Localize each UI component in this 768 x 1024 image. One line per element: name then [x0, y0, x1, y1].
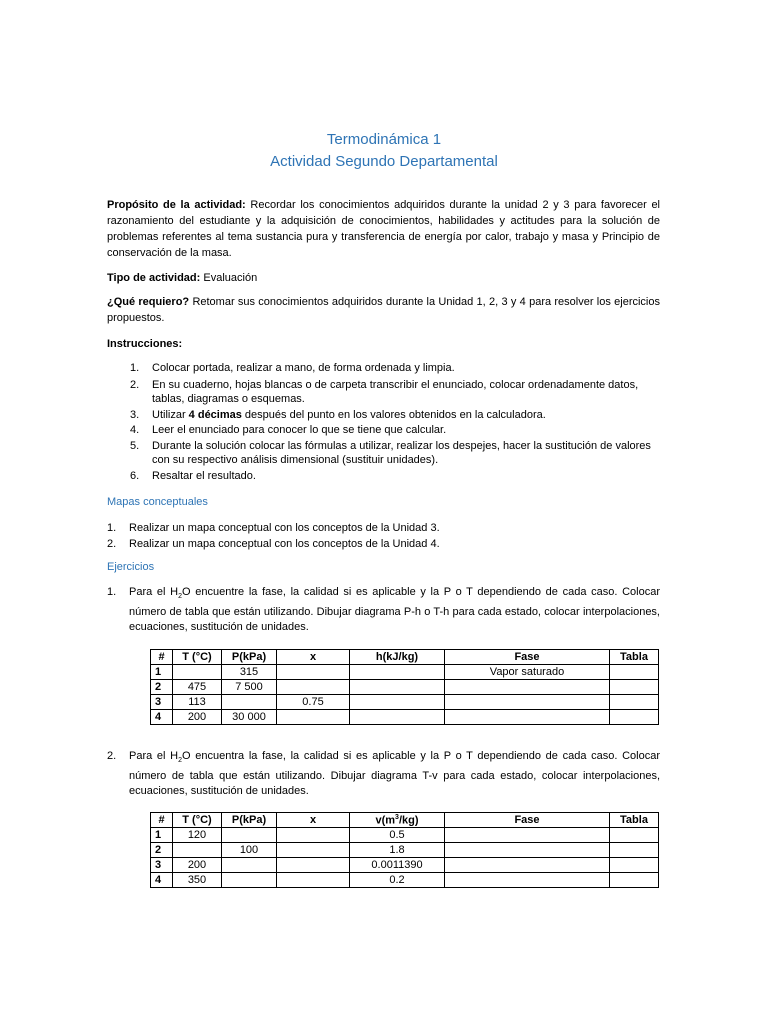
- table-cell: [222, 828, 277, 843]
- table-cell: [445, 828, 610, 843]
- instructions-heading: [107, 336, 660, 352]
- column-header: [350, 813, 445, 828]
- document-subtitle: Actividad Segundo Departamental: [270, 153, 498, 170]
- column-header-text: v(m: [375, 814, 396, 827]
- table-cell: 0.75: [277, 695, 350, 710]
- table-cell: [277, 843, 350, 858]
- list-item-text-post: después del punto en los valores obtenidos en la calculadora.: [241, 408, 546, 421]
- column-header: P(kPa): [222, 650, 277, 665]
- superscript: 3: [395, 813, 399, 821]
- table-cell: 2: [151, 680, 173, 695]
- table-cell: [350, 680, 445, 695]
- list-item-text: Durante la solución colocar las fórmulas a utilizar, realizar los despejes, hacer la sustitución de valores con su respectivo análisis dimensional (sustituir unidades).: [152, 439, 651, 466]
- list-item-text: En su cuaderno, hojas blancas o de carpeta transcribir el enunciado, colocar ordenadamente datos, tablas, diagramas o esquemas.: [152, 378, 639, 405]
- list-item-number: 2.: [107, 538, 117, 550]
- table-cell: [445, 843, 610, 858]
- exercises-heading: Ejercicios: [107, 561, 155, 573]
- table-cell: 0.2: [350, 873, 445, 888]
- list-item: [107, 439, 660, 468]
- table-cell: 100: [222, 843, 277, 858]
- column-header: P(kPa): [222, 813, 277, 828]
- list-item-number: 4.: [130, 424, 140, 436]
- table-header-row: [151, 813, 659, 828]
- exercise-text-post: O encuentre la fase, la calidad si es aplicable y la P o T dependiendo de cada caso. Colocar número de tabla que están utilizando. Dibujar diagrama P-h o T-h para cada estado, colocar interpolaciones, ecuaciones, sustitución de unidades.: [129, 586, 660, 634]
- activity-type-label: Tipo de actividad:: [107, 272, 201, 284]
- list-item-text-bold: 4 décimas: [188, 408, 242, 421]
- list-item-number: 1.: [130, 362, 140, 374]
- table-cell: [445, 873, 610, 888]
- column-header: Fase: [445, 813, 610, 828]
- list-item-text: Realizar un mapa conceptual con los conceptos de la Unidad 3.: [129, 522, 440, 534]
- table-cell: [222, 858, 277, 873]
- list-item-text: Leer el enunciado para conocer lo que se tiene que calcular.: [152, 424, 447, 436]
- list-item: [107, 378, 660, 407]
- instructions-list: [107, 361, 660, 483]
- table-cell: 0.0011390: [350, 858, 445, 873]
- list-item: [107, 536, 660, 552]
- column-header: #: [151, 813, 173, 828]
- exercise-text-pre: Para el H: [129, 586, 179, 598]
- table-cell: 30 000: [222, 710, 277, 725]
- table-cell: 475: [173, 680, 222, 695]
- instructions-label: Instrucciones:: [107, 338, 183, 350]
- table-cell: [610, 695, 659, 710]
- table-cell: 2: [151, 843, 173, 858]
- activity-type-text: Evaluación: [203, 272, 258, 284]
- exercise-text: [129, 585, 660, 636]
- table-cell: 315: [222, 665, 277, 680]
- table-cell: [350, 665, 445, 680]
- table-cell: [222, 695, 277, 710]
- maps-list: [107, 520, 660, 552]
- purpose-paragraph: [107, 197, 660, 261]
- table-cell: 113: [173, 695, 222, 710]
- exercise-number: 2.: [107, 750, 117, 762]
- table-cell: [445, 695, 610, 710]
- document-title: Termodinámica 1: [326, 131, 442, 148]
- table-header-row: [151, 650, 659, 665]
- table-row: [151, 665, 659, 680]
- column-header: Fase: [445, 650, 610, 665]
- table-row: [151, 695, 659, 710]
- table-cell: [277, 710, 350, 725]
- list-item-number: 5.: [130, 439, 140, 452]
- list-item-text-pre: Utilizar: [152, 408, 189, 421]
- table-cell: 200: [173, 858, 222, 873]
- table-cell: 3: [151, 695, 173, 710]
- column-header: T (°C): [173, 650, 222, 665]
- table-cell: [610, 873, 659, 888]
- table-cell: [610, 828, 659, 843]
- list-item-number: 2.: [130, 378, 140, 391]
- column-header: x: [277, 650, 350, 665]
- exercise-text: [129, 749, 660, 800]
- table-cell: 1.8: [350, 843, 445, 858]
- column-header: #: [151, 650, 173, 665]
- table-row: [151, 843, 659, 858]
- list-item-number: 3.: [130, 408, 140, 421]
- column-header: Tabla: [610, 650, 659, 665]
- table-cell: 120: [173, 828, 222, 843]
- purpose-text: Recordar los conocimientos adquiridos durante la unidad 2 y 3 para favorecer el razonamiento del estudiante y la adquisición de conocimientos, habilidades y actitudes para la solución de problemas referentes al tema sustancia pura y transferencia de energía por calor, trabajo y masa y Principio de conservación de la masa.: [107, 199, 660, 259]
- list-item-text: Colocar portada, realizar a mano, de forma ordenada y limpia.: [152, 362, 455, 374]
- table-cell: 200: [173, 710, 222, 725]
- exercise-1-statement: [107, 585, 660, 636]
- list-item-text: Resaltar el resultado.: [152, 469, 256, 482]
- table-cell: [350, 710, 445, 725]
- activity-type-paragraph: [107, 270, 660, 286]
- table-cell: 1: [151, 828, 173, 843]
- list-item: [107, 408, 660, 423]
- table-cell: [277, 665, 350, 680]
- column-header: T (°C): [173, 813, 222, 828]
- list-item: [107, 469, 660, 484]
- table-cell: 1: [151, 665, 173, 680]
- column-header: Tabla: [610, 813, 659, 828]
- table-cell: 4: [151, 710, 173, 725]
- table-row: [151, 873, 659, 888]
- list-item-text: Realizar un mapa conceptual con los conceptos de la Unidad 4.: [129, 538, 440, 550]
- subscript: 2: [178, 757, 182, 765]
- requirements-label: ¿Qué requiero?: [107, 296, 190, 308]
- table-cell: [350, 695, 445, 710]
- table-cell: [610, 710, 659, 725]
- table-cell: 7 500: [222, 680, 277, 695]
- table-row: [151, 680, 659, 695]
- column-header: x: [277, 813, 350, 828]
- exercise-2-table: [150, 812, 659, 888]
- table-cell: [222, 873, 277, 888]
- maps-heading: Mapas conceptuales: [107, 496, 208, 508]
- requirements-text: Retomar sus conocimientos adquiridos durante la Unidad 1, 2, 3 y 4 para resolver los ejercicios propuestos.: [107, 296, 660, 324]
- table-cell: [277, 858, 350, 873]
- table-cell: [610, 665, 659, 680]
- list-item-number: 6.: [130, 469, 140, 482]
- exercise-text-pre: Para el H: [129, 750, 179, 762]
- purpose-label: Propósito de la actividad:: [107, 199, 246, 211]
- table-cell: 4: [151, 873, 173, 888]
- table-cell: [277, 873, 350, 888]
- table-cell: 0.5: [350, 828, 445, 843]
- table-cell: [173, 843, 222, 858]
- exercise-text-post: O encuentra la fase, la calidad si es aplicable y la P o T dependiendo de cada caso. Colocar número de tabla que están utilizando. Dibujar diagrama T-v para cada estado, colocar interpolaciones, ecuaciones, sustitución de unidades.: [129, 750, 660, 798]
- list-item: [107, 361, 660, 376]
- exercise-2-statement: [107, 749, 660, 800]
- table-cell: [610, 843, 659, 858]
- requirements-paragraph: [107, 294, 660, 326]
- subscript: 2: [178, 593, 182, 601]
- table-cell: [445, 680, 610, 695]
- table-row: [151, 710, 659, 725]
- table-cell: [610, 680, 659, 695]
- table-cell: [445, 710, 610, 725]
- table-cell: 350: [173, 873, 222, 888]
- table-row: [151, 828, 659, 843]
- table-cell: [610, 858, 659, 873]
- table-cell: [277, 828, 350, 843]
- list-item: [107, 423, 660, 438]
- table-cell: 3: [151, 858, 173, 873]
- exercise-number: 1.: [107, 586, 117, 598]
- table-cell: [277, 680, 350, 695]
- column-header: h(kJ/kg): [350, 650, 445, 665]
- table-cell: [173, 665, 222, 680]
- list-item: [107, 520, 660, 536]
- column-header-tail: /kg): [398, 814, 419, 827]
- table-cell: [445, 858, 610, 873]
- list-item-number: 1.: [107, 522, 117, 534]
- table-cell: Vapor saturado: [445, 665, 610, 680]
- table-row: [151, 858, 659, 873]
- exercise-1-table: [150, 649, 659, 725]
